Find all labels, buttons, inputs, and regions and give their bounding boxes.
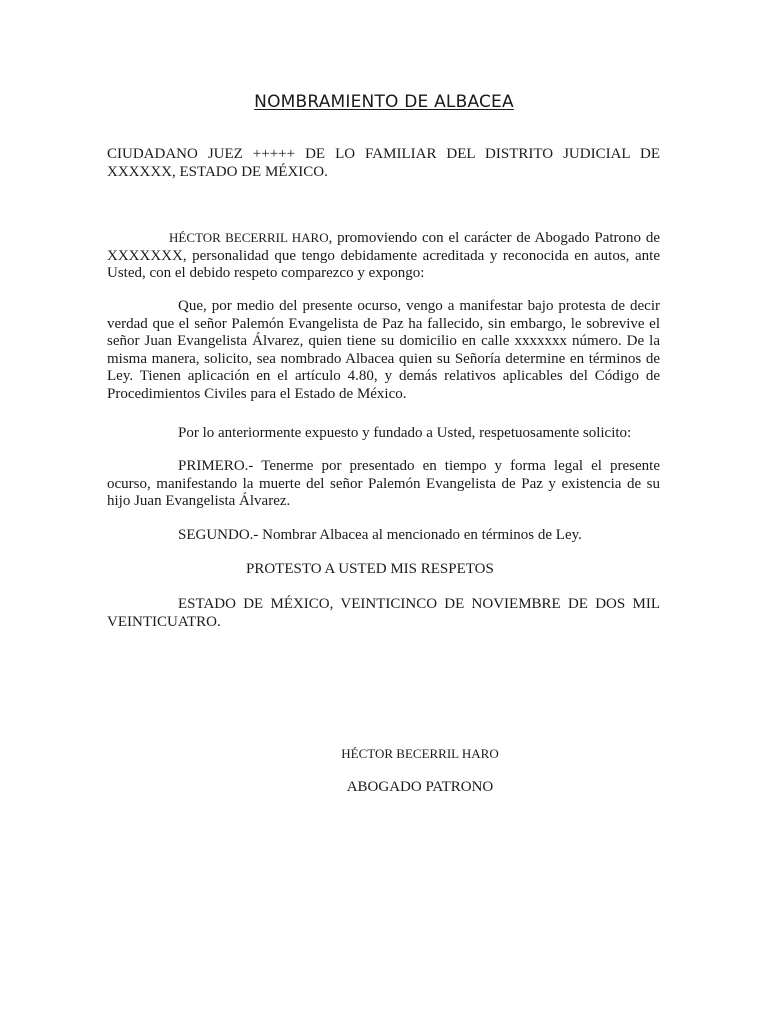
petition-segundo: SEGUNDO.- Nombrar Albacea al mencionado en términos de Ley. — [178, 527, 582, 543]
protesto-line: PROTESTO A USTED MIS RESPETOS — [246, 561, 494, 577]
intro-name: HÉCTOR BECERRIL HARO — [169, 230, 329, 245]
petition-primero: PRIMERO.- Tenerme por presentado en tiempo y forma legal el presente ocurso, manifestando la muerte del señor Palemón Evangelista de Paz y existencia de su hijo Juan Evangelista Álvarez. — [107, 458, 660, 510]
body-paragraph-1: Que, por medio del presente ocurso, vengo a manifestar bajo protesta de decir verdad que el señor Palemón Evangelista de Paz ha fallecido, sin embargo, le sobrevive el señor Juan Evangelista Álvarez, quien tiene su domicilio en calle xxxxxxx número. De la misma manera, solicito, sea nombrado Albacea quien su Señoría determine en términos de Ley. Tienen aplicación en el artículo 4.80, y demás relativos aplicables del Código de Procedimientos Civiles para el Estado de México. — [107, 298, 660, 402]
addressee-paragraph: CIUDADANO JUEZ +++++ DE LO FAMILIAR DEL DISTRITO JUDICIAL DE XXXXXX, ESTADO DE MÉXICO. — [107, 146, 660, 180]
intro-paragraph — [107, 229, 660, 283]
signature-name: HÉCTOR BECERRIL HARO — [341, 746, 499, 761]
document-title: NOMBRAMIENTO DE ALBACEA — [254, 92, 514, 112]
date-paragraph: ESTADO DE MÉXICO, VEINTICINCO DE NOVIEMBRE DE DOS MIL VEINTICUATRO. — [107, 596, 660, 630]
body-paragraph-2: Por lo anteriormente expuesto y fundado a Usted, respetuosamente solicito: — [178, 425, 632, 441]
intro-text: , promoviendo con el carácter de Abogado Patrono de XXXXXXX, personalidad que tengo debidamente acreditada y reconocida en autos, ante Usted, con el debido respeto comparezco y expongo: — [107, 230, 660, 282]
signature-role: ABOGADO PATRONO — [346, 779, 494, 795]
